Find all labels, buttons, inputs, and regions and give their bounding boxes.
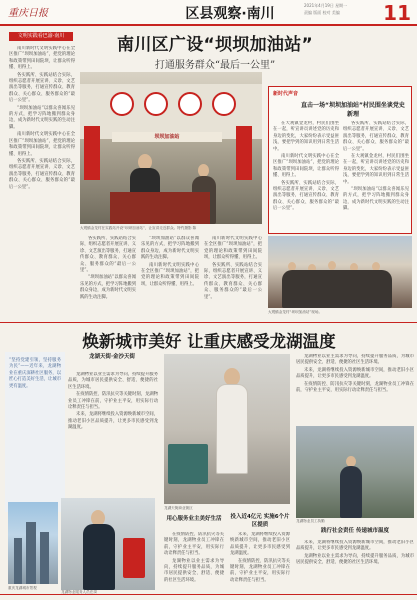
intro-text: “坚持党建引领，坚持服务为民”——近年来，龙湖物业在重庆深耕社区服务，以匠心打造美好生活，让城市更有温度。 [9,358,61,389]
photo-lantern [110,92,134,116]
intro-sidebar [5,352,65,512]
sidebar-column-2: 各实践所、实践站结合实际，组织志愿者开展宣讲、义诊、文艺演出等服务，打通宣传群众、教育群众、关心群众、服务群众的“最后一公里”。 在大观镇金龙村，村民们围坐在一起，听宣讲员讲述党的历史和身边的变化，大家纷纷表示受益匪浅，要把学到的知识用到日常生活中。 “坝坝加油站”以群众喜闻乐见的方式，把学习阵地搬到群众身边，成为新时代文明实践的生动注脚。 [343,121,409,212]
photo-table [110,192,210,224]
top-subhead: 打通服务群众“最后一公里” [154,60,276,71]
top-headline: 南川区广设“坝坝加油站” [117,35,313,55]
street-photo-caption: 龙湖物业员工执勤 [296,519,325,523]
mall-photo-caption: 龙湖天街商业街区 [164,506,193,510]
photo-tower [14,538,22,584]
photo-lantern [144,92,168,116]
photo-tower [26,522,36,584]
second-column-3: 未来，龙湖将继续投入资源焕新城市空间，推动老旧小区品质提升，让更多市民感受到龙湖温度。 在疫情防控、防汛抗灾等关键时刻，龙湖物业员工冲锋在前，守护业主平安，用实际行动诠释责任与担当。 [230,532,290,583]
photo-lantern [212,92,236,116]
city-photo [8,502,58,584]
photo-sign: 坝坝加油站 [112,132,222,142]
main-photo [80,72,262,224]
sidebar-title: 直击一场“坝坝加油站”村民围坐谈党史新理 [301,102,405,118]
sidebar-tag: 新时代声音 [273,91,299,97]
photo-red-banner [236,126,252,180]
photo-person [216,384,248,474]
sidebar-box [268,86,412,234]
photo-sign-post [123,538,145,578]
photo-red-banner [84,126,100,180]
photo-person-head [328,261,336,270]
section-divider [0,322,417,323]
second-column-5: 未来，龙湖将继续投入资源焕新城市空间，推动老旧小区品质提升，让更多市民感受到龙湖温度。 龙湖物业以业主需求为导向，持续提升服务品质，为城市居民提供安全、舒适、便捷的社区生活环境。 [296,540,414,566]
sidebar-photo [268,236,412,308]
second-column-4: 龙湖物业以业主需求为导向，持续提升服务品质，为城市居民提供安全、舒适、便捷的社区生活环境。 未来，龙湖将继续投入资源焕新城市空间，推动老旧小区品质提升，让更多市民感受到龙湖温度。 在疫情防控、防汛抗灾等关键时刻，龙湖物业员工冲锋在前，守护业主平安，用实际行动诠释责任与担当。 [296,354,414,394]
top-story-column-2: 各实践所、实践站结合实际，组织志愿者开展宣讲、义诊、文艺演出等服务，打通宣传群众、教育群众、关心群众、服务群众的“最后一公里”。 “坝坝加油站”以群众喜闻乐见的方式，把学习阵地搬到群众身边，成为新时代文明实践的生动注脚。 [80,236,136,300]
second-headline: 焕新城市美好 让重庆感受龙湖温度 [82,332,336,351]
photo-gate [168,444,208,484]
second-column-2: 在疫情防控、防汛抗灾等关键时刻，龙湖物业员工冲锋在前，守护业主平安，用实际行动诠释责任与担当。 龙湖物业以业主需求为导向，持续提升服务品质，为城市居民提供安全、舒适、便捷的社区生活环境。 [164,532,224,583]
second-column-1: 龙湖物业以业主需求为导向，持续提升服务品质，为城市居民提供安全、舒适、便捷的社区生活环境。 在疫情防控、防汛抗灾等关键时刻，龙湖物业员工冲锋在前，守护业主平安，用实际行动诠释责任与担当。 未来，龙湖将继续投入资源焕新城市空间，推动老旧小区品质提升，让更多市民感受到龙湖温度。 [68,372,158,431]
column-badge: 文明实践看巴渝·南川 [9,32,73,41]
staff-photo [61,498,155,590]
page-masthead [0,0,417,26]
street-photo [296,426,414,518]
top-story-column-1: 南川新时代文明实践中心在全区推广“坝坝加油站”，把党的理论和政策带到田间院坝，让群众听得懂、用得上。 各实践所、实践站结合实际，组织志愿者开展宣讲、义诊、文艺演出等服务，打通宣传群众、教育群众、关心群众、服务群众的“最后一公里”。 “坝坝加油站”以群众喜闻乐见的方式，把学习阵地搬到群众身边，成为新时代文明实践的生动注脚。 南川新时代文明实践中心在全区推广“坝坝加油站”，把党的理论和政策带到田间院坝，让群众听得懂、用得上。 各实践所、实践站结合实际，组织志愿者开展宣讲、义诊、文艺演出等服务，打通宣传群众、教育群众、关心群众、服务群众的“最后一公里”。 [9,46,75,190]
section-title: 区县观察·南川 [185,6,275,22]
sidebar-photo-caption: 大观镇金龙村“坝坝加油站”现场。 [268,310,323,314]
subhead-1: 龙湖天街·金沙天街 [88,354,136,360]
photo-lantern [178,92,202,116]
subhead-2: 用心服务业主美好生活 [166,516,222,522]
editor-meta: 责编 版面 校对 美编 [304,10,340,15]
newspaper-logo: 重庆日报 [8,8,48,19]
footer-rule [0,594,417,595]
staff-photo-caption: 龙湖物业服务人员在岗 [61,590,97,594]
issue-date: 2021年4月19日 星期一 [304,3,348,8]
main-photo-caption: 大观镇金龙村在实践站开设“坝坝加油站”，让宣讲走近群众。特约摄影 陈 [80,226,197,230]
top-story-column-4: 南川新时代文明实践中心在全区推广“坝坝加油站”，把党的理论和政策带到田间院坝，让群众听得懂、用得上。 各实践所、实践站结合实际，组织志愿者开展宣讲、义诊、文艺演出等服务，打通宣传群众、教育群众、关心群众、服务群众的“最后一公里”。 [204,236,262,300]
photo-person [83,524,115,590]
photo-wall [80,84,262,139]
photo-tower [40,532,49,584]
photo-crowd [282,270,392,308]
mall-photo [164,354,290,504]
top-story-column-3: “坝坝加油站”以群众喜闻乐见的方式，把学习阵地搬到群众身边，成为新时代文明实践的生动注脚。 南川新时代文明实践中心在全区推广“坝坝加油站”，把党的理论和政策带到田间院坝，让群众听得懂、用得上。 [141,236,199,287]
photo-person [340,466,362,518]
city-photo-caption: 重庆龙湖城市景观 [8,586,37,590]
page-number: 11 [383,1,411,25]
sidebar-column-1: 在大观镇金龙村，村民们围坐在一起，听宣讲员讲述党的历史和身边的变化，大家纷纷表示受益匪浅，要把学到的知识用到日常生活中。 南川新时代文明实践中心在全区推广“坝坝加油站”，把党的理论和政策带到田间院坝，让群众听得懂、用得上。 各实践所、实践站结合实际，组织志愿者开展宣讲、义诊、文艺演出等服务，打通宣传群众、教育群众、关心群众、服务群众的“最后一公里”。 [273,121,339,212]
subhead-3: 投入近4亿元 实施6个片区提质 [230,514,290,528]
subhead-4: 践行社会责任 传递城市温度 [321,528,389,534]
